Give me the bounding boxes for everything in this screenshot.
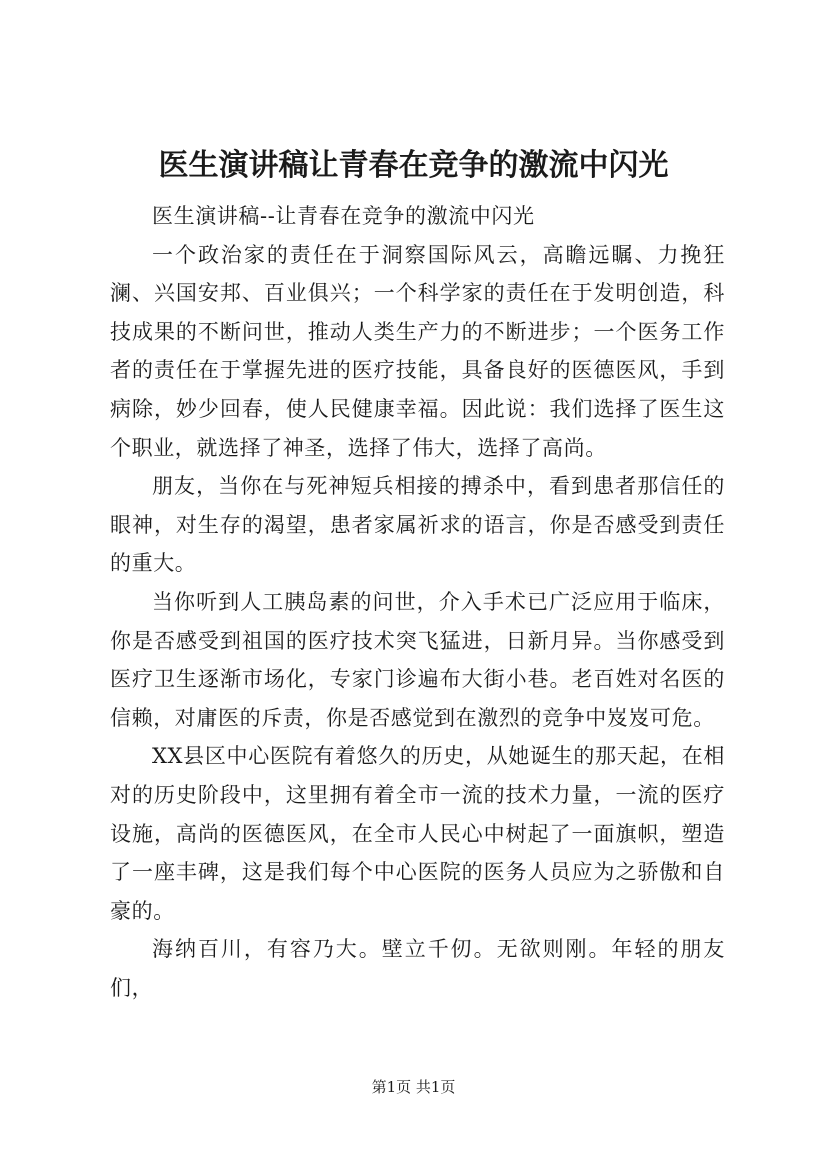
page-footer [0,1077,827,1097]
paragraph-5: 海纳百川，有容乃大。壁立千仞。无欲则刚。年轻的朋友们， [110,937,725,1000]
paragraph-3: 当你听到人工胰岛素的问世，介入手术已广泛应用于临床，你是否感受到祖国的医疗技术突飞猛进，日新月异。当你感受到医疗卫生逐渐市场化，专家门诊遍布大街小巷。老百姓对名医的信赖，对庸医的斥责，你是否感觉到在激烈的竞争中岌岌可危。 [110,589,725,730]
document-body [110,197,725,1007]
paragraph-2: 朋友，当你在与死神短兵相接的搏杀中，看到患者那信任的眼神，对生存的渴望，患者家属祈求的语言，你是否感受到责任的重大。 [110,474,725,576]
paragraph-subtitle: 医生演讲稿--让青春在竞争的激流中闪光 [152,204,535,228]
document-title: 医生演讲稿让青春在竞争的激流中闪光 [158,148,669,183]
paragraph-1: 一个政治家的责任在于洞察国际风云，高瞻远瞩、力挽狂澜、兴国安邦、百业俱兴；一个科学家的责任在于发明创造，科技成果的不断问世，推动人类生产力的不断进步；一个医务工作者的责任在于掌握先进的医疗技能，具备良好的医德医风，手到病除，妙少回春，使人民健康幸福。因此说：我们选择了医生这个职业，就选择了神圣，选择了伟大，选择了高尚。 [110,242,725,460]
paragraph-4: XX县区中心医院有着悠久的历史，从她诞生的那天起，在相对的历史阶段中，这里拥有着全市一流的技术力量，一流的医疗设施，高尚的医德医风，在全市人民心中树起了一面旗帜，塑造了一座丰碑，这是我们每个中心医院的医务人员应为之骄傲和自豪的。 [110,744,725,923]
page-number-label: 第1页 共1页 [371,1078,456,1096]
